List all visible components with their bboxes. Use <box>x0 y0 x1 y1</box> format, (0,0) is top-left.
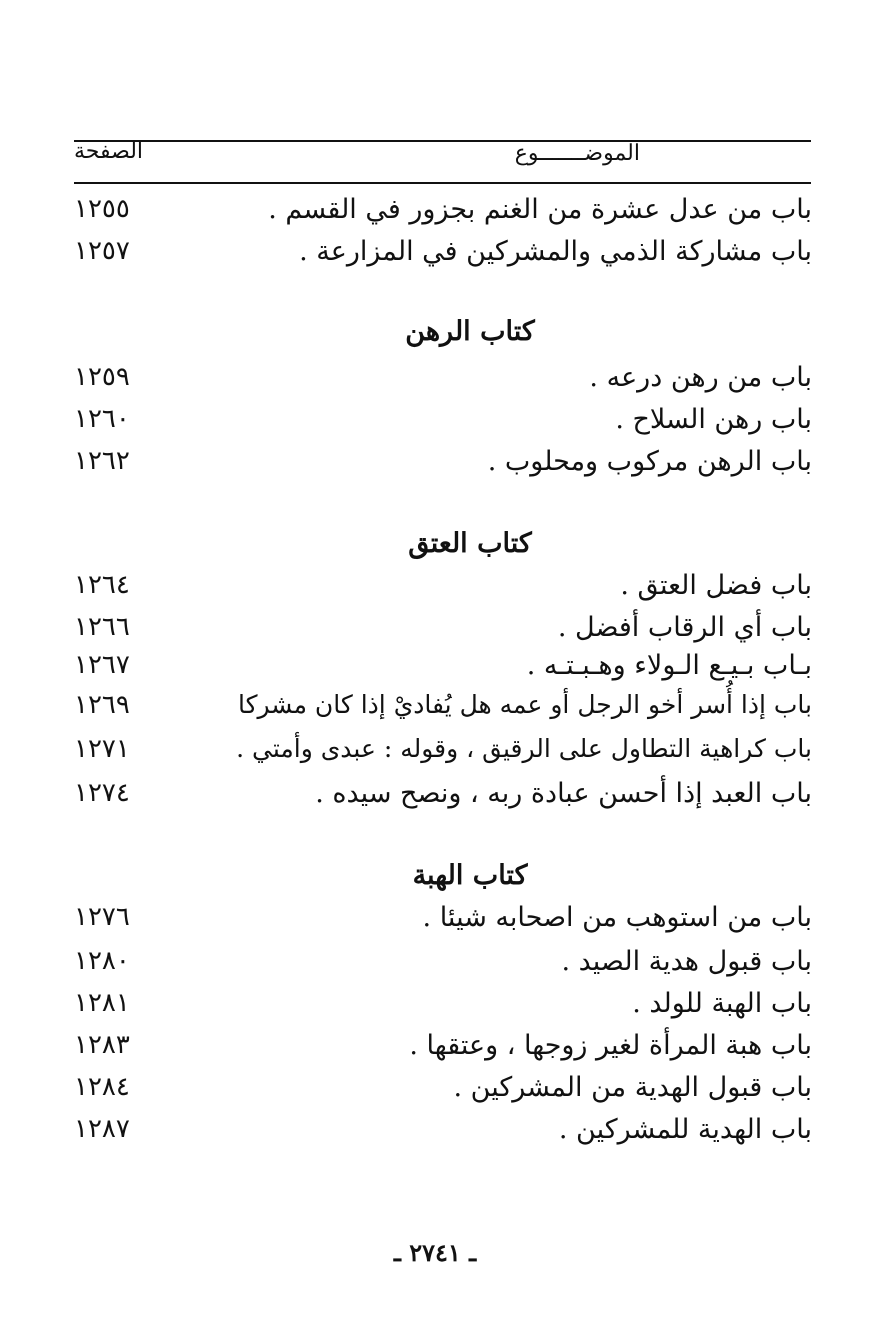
entry-page: ١٢٥٩ <box>74 362 130 392</box>
toc-entry <box>0 194 870 236</box>
entry-title: باب قبول الهدية من المشركين . <box>453 1072 812 1103</box>
entry-title: باب كراهية التطاول على الرقيق ، وقوله : عبدى وأمتي . <box>236 734 812 763</box>
toc-entry <box>0 236 870 278</box>
entry-title: باب أي الرقاب أفضل . <box>557 612 812 643</box>
book-heading: كتاب الهبة <box>412 860 528 891</box>
header-bottom-rule <box>74 182 811 184</box>
entry-page: ١٢٨٠ <box>74 946 130 976</box>
entry-title: باب من رهن درعه . <box>589 362 812 393</box>
toc-entry <box>0 988 870 1030</box>
entry-page: ١٢٦٤ <box>74 570 130 600</box>
book-heading: كتاب الرهن <box>405 316 535 347</box>
entry-page: ١٢٧٤ <box>74 778 130 808</box>
entry-title: باب من استوهب من اصحابه شيئا . <box>422 902 812 933</box>
page-number: ـ ٢٧٤١ ـ <box>393 1238 477 1267</box>
entry-title: باب الهبة للولد . <box>632 988 812 1019</box>
entry-page: ١٢٨٧ <box>74 1114 130 1144</box>
book-heading: كتاب العتق <box>408 528 532 559</box>
entry-title: باب الرهن مركوب ومحلوب . <box>487 446 812 477</box>
subject-column-header: الموضـــــــوع <box>514 141 640 166</box>
toc-entry <box>0 734 870 776</box>
entry-page: ١٢٥٥ <box>74 194 130 224</box>
entry-title: باب من عدل عشرة من الغنم بجزور في القسم . <box>268 194 812 225</box>
toc-entry <box>0 1114 870 1156</box>
toc-entry <box>0 902 870 944</box>
entry-title: باب العبد إذا أحسن عبادة ربه ، ونصح سيده . <box>315 778 812 809</box>
entry-page: ١٢٦٧ <box>74 650 130 680</box>
entry-page: ١٢٨١ <box>74 988 130 1018</box>
entry-page: ١٢٧٦ <box>74 902 130 932</box>
entry-title: باب إذا أُسر أخو الرجل أو عمه هل يُفاديْ إذا كان مشركا <box>237 690 812 719</box>
entry-page: ١٢٦٠ <box>74 404 130 434</box>
entry-title: باب قبول هدية الصيد . <box>561 946 812 977</box>
toc-entry <box>0 650 870 692</box>
entry-page: ١٢٧١ <box>74 734 130 764</box>
toc-entry <box>0 1072 870 1114</box>
entry-page: ١٢٨٤ <box>74 1072 130 1102</box>
toc-entry <box>0 446 870 488</box>
toc-entry <box>0 612 870 654</box>
page-column-header: الصفحة <box>74 139 144 164</box>
toc-entry <box>0 690 870 732</box>
entry-page: ١٢٦٢ <box>74 446 130 476</box>
entry-title: باب مشاركة الذمي والمشركين في المزارعة . <box>299 236 812 267</box>
entry-page: ١٢٦٩ <box>74 690 130 720</box>
entry-title: باب الهدية للمشركين . <box>558 1114 812 1145</box>
toc-entry <box>0 570 870 612</box>
toc-entry <box>0 778 870 820</box>
entry-page: ١٢٥٧ <box>74 236 130 266</box>
entry-title: باب فضل العتق . <box>620 570 812 601</box>
entry-page: ١٢٨٣ <box>74 1030 130 1060</box>
entry-title: باب رهن السلاح . <box>615 404 812 435</box>
entry-page: ١٢٦٦ <box>74 612 130 642</box>
entry-title: بـاب بـيـع الـولاء وهـبـتـه . <box>526 650 812 681</box>
toc-entry <box>0 946 870 988</box>
toc-entry <box>0 1030 870 1072</box>
entry-title: باب هبة المرأة لغير زوجها ، وعتقها . <box>409 1030 812 1061</box>
toc-entry <box>0 362 870 404</box>
toc-entry <box>0 404 870 446</box>
